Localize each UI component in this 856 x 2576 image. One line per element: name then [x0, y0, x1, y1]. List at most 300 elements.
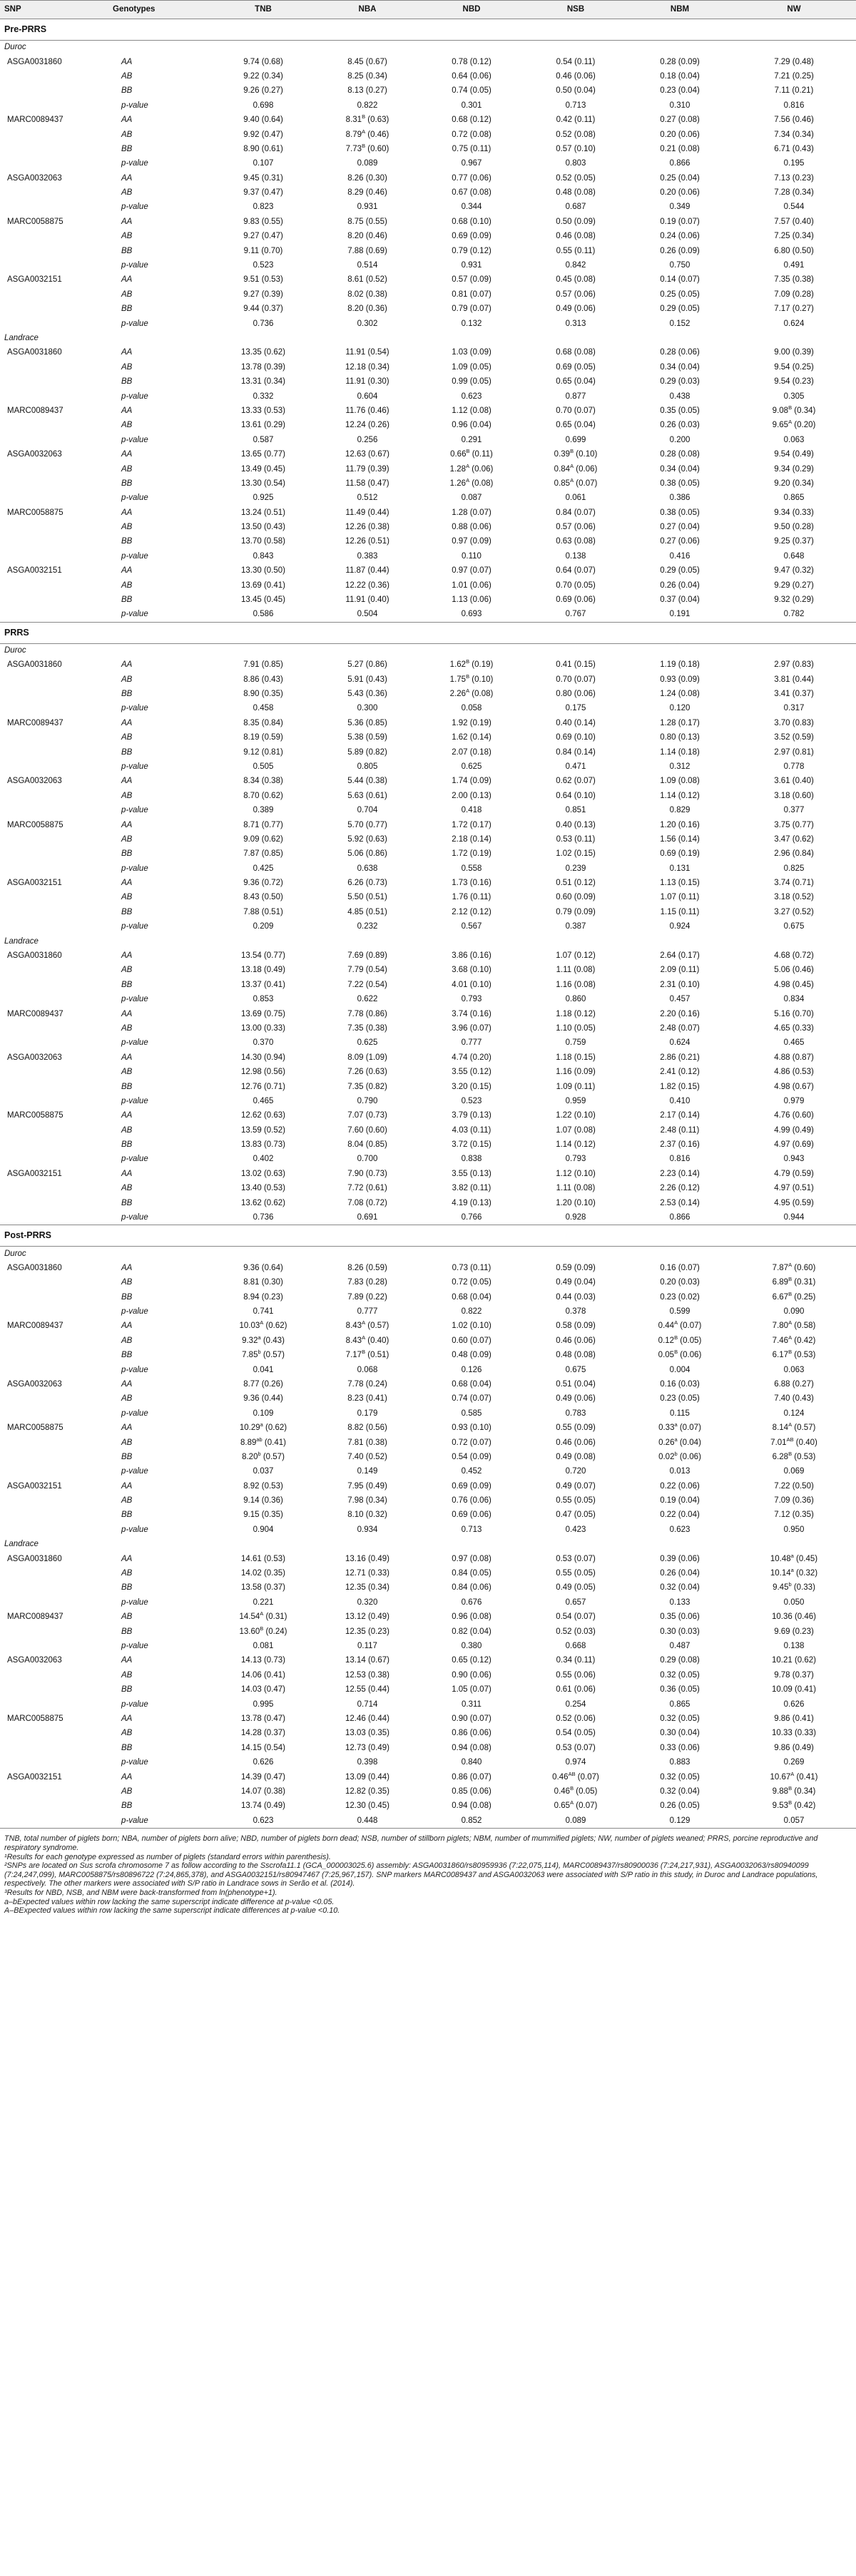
value-cell: 12.35 (0.34)	[345, 1583, 389, 1593]
value-cell: 9.45$^b$ (0.33)	[773, 1581, 815, 1593]
value-cell: 7.40 (0.43)	[774, 1394, 814, 1404]
value-cell: 0.59 (0.09)	[556, 1263, 596, 1272]
value-cell: 0.149	[357, 1467, 378, 1476]
value-cell: 1.28 (0.07)	[452, 508, 491, 517]
value-cell: 0.423	[565, 1525, 586, 1534]
value-cell: 1.16 (0.08)	[556, 980, 596, 989]
value-cell: 2.41 (0.12)	[660, 1068, 700, 1077]
snp-label: ASGA0031860	[7, 57, 62, 66]
value-cell: 0.195	[783, 159, 805, 168]
value-cell: 13.37 (0.41)	[240, 980, 285, 989]
value-cell: 0.425	[253, 864, 274, 873]
snp-label	[0, 1523, 108, 1537]
value-cell: 0.626	[253, 1758, 274, 1767]
value-cell: 0.48 (0.08)	[556, 188, 596, 198]
value-cell: 9.20 (0.34)	[774, 479, 814, 488]
genotype-label: p-value	[121, 1641, 148, 1650]
value-cell: 0.64 (0.07)	[556, 566, 596, 576]
snp-label	[0, 1094, 108, 1108]
value-cell: 0.32 (0.05)	[660, 1714, 700, 1723]
value-cell: 13.35 (0.62)	[240, 348, 285, 357]
genotype-label: BB	[121, 1627, 133, 1636]
genotype-label: AA	[121, 173, 133, 183]
value-cell: 7.21 (0.25)	[774, 71, 814, 81]
snp-label: ASGA0032063	[7, 450, 62, 459]
value-cell: 3.70 (0.83)	[774, 718, 814, 727]
value-cell: 0.626	[783, 1700, 805, 1709]
value-cell: 0.65 (0.12)	[452, 1656, 491, 1665]
snp-label	[0, 1450, 108, 1464]
value-cell: 4.68 (0.72)	[774, 951, 814, 961]
table-row	[0, 1493, 856, 1508]
value-cell: 12.73 (0.49)	[345, 1743, 389, 1752]
value-cell: 8.77 (0.26)	[243, 1379, 283, 1389]
value-cell: 0.53 (0.11)	[556, 834, 596, 844]
value-cell: 0.979	[783, 1096, 805, 1105]
snp-label: ASGA0031860	[7, 1263, 62, 1272]
value-cell: 1.72 (0.17)	[452, 820, 491, 829]
value-cell: 3.55 (0.12)	[452, 1068, 491, 1077]
value-cell: 0.825	[783, 864, 805, 873]
genotype-label: BB	[121, 1351, 133, 1360]
superscript-letter: A	[362, 1319, 366, 1327]
value-cell: 8.34 (0.38)	[243, 777, 283, 786]
snp-label: MARC0058875	[7, 1424, 63, 1433]
table-row	[0, 789, 856, 803]
table-row	[0, 1182, 856, 1196]
table-row	[0, 230, 856, 244]
superscript-letter: B	[362, 1349, 366, 1356]
snp-label	[0, 142, 108, 156]
value-cell: 0.84 (0.05)	[452, 1569, 491, 1578]
snp-label	[0, 905, 108, 919]
value-cell: 0.699	[565, 435, 586, 444]
value-cell: 9.27 (0.47)	[243, 232, 283, 241]
value-cell: 5.91 (0.43)	[347, 675, 387, 684]
value-cell: 0.838	[461, 1155, 482, 1164]
value-cell: 0.782	[783, 610, 805, 619]
breed-row	[0, 331, 856, 345]
value-cell: 0.70 (0.07)	[556, 675, 596, 684]
value-cell: 0.300	[357, 704, 378, 713]
table-row	[0, 128, 856, 142]
value-cell: 0.063	[783, 435, 805, 444]
table-row	[0, 1261, 856, 1275]
table-row	[0, 1625, 856, 1639]
value-cell: 7.09 (0.28)	[774, 290, 814, 299]
value-cell: 0.115	[670, 1409, 690, 1418]
value-cell: 0.853	[253, 995, 274, 1004]
value-cell: 13.62 (0.62)	[240, 1198, 285, 1207]
value-cell: 0.995	[253, 1700, 274, 1709]
superscript-letter: A	[362, 1334, 366, 1341]
value-cell: 0.48 (0.08)	[556, 1351, 596, 1360]
value-cell: 3.47 (0.62)	[774, 834, 814, 844]
value-cell: $10.67^A$ (0.41)	[770, 1770, 818, 1782]
value-cell: 8.04 (0.85)	[347, 1140, 387, 1150]
value-cell: 14.30 (0.94)	[240, 1053, 285, 1062]
value-cell: 0.44 (0.03)	[556, 1292, 596, 1302]
value-cell: 0.416	[669, 551, 691, 561]
superscript-letter: A	[788, 1319, 793, 1327]
snp-label: ASGA0032063	[7, 1379, 62, 1389]
value-cell: 0.378	[565, 1307, 586, 1316]
value-cell: 0.934	[357, 1525, 378, 1534]
snp-label	[0, 317, 108, 331]
value-cell: 0.465	[783, 1038, 805, 1048]
value-cell: 0.26$^a$ (0.04)	[658, 1436, 701, 1447]
snp-label	[0, 1065, 108, 1079]
snp-label	[0, 608, 108, 622]
genotype-label: BB	[121, 1452, 133, 1461]
section-title: Post-PRRS	[0, 1225, 856, 1247]
snp-label	[0, 673, 108, 687]
value-cell: 0.70 (0.07)	[556, 406, 596, 415]
table-row	[0, 730, 856, 745]
value-cell: 0.675	[783, 922, 805, 931]
value-cell: $6.28^B$ (0.53)	[772, 1451, 816, 1461]
value-cell: 0.36 (0.05)	[660, 1685, 700, 1695]
value-cell: 0.57 (0.09)	[452, 275, 491, 285]
snp-label	[0, 1196, 108, 1210]
value-cell: 9.86 (0.41)	[774, 1714, 814, 1723]
table-row	[0, 1007, 856, 1021]
value-cell: 1.09 (0.05)	[452, 362, 491, 372]
genotype-label: p-value	[121, 1307, 148, 1316]
value-cell: 1.10 (0.05)	[556, 1023, 596, 1033]
genotype-label: p-value	[121, 1365, 148, 1374]
value-cell: 8.10 (0.32)	[347, 1511, 387, 1520]
snp-label	[0, 1465, 108, 1479]
value-cell: 8.94 (0.23)	[243, 1292, 283, 1302]
value-cell: 0.700	[357, 1155, 378, 1164]
value-cell: 0.54 (0.09)	[452, 1452, 491, 1461]
genotype-label: AA	[121, 1772, 133, 1782]
value-cell: 0.20 (0.06)	[660, 188, 700, 198]
genotype-label: p-value	[121, 1096, 148, 1105]
value-cell: 0.27 (0.08)	[660, 116, 700, 125]
value-cell: 7.87 (0.85)	[243, 849, 283, 859]
value-cell: 0.311	[462, 1700, 482, 1709]
genotype-label: p-value	[121, 494, 148, 503]
genotype-label: BB	[121, 907, 133, 916]
table-row	[0, 1552, 856, 1566]
value-cell: 0.344	[461, 203, 482, 212]
value-cell: 0.79 (0.12)	[452, 246, 491, 255]
value-cell: 8.89$^{ab}$ (0.41)	[240, 1436, 286, 1447]
superscript-letter: A	[362, 128, 366, 135]
value-cell: $1.28^A$ (0.06)	[449, 462, 494, 474]
snp-label	[0, 847, 108, 862]
value-cell: 0.68 (0.12)	[452, 116, 491, 125]
snp-label	[0, 964, 108, 978]
value-cell: 8.20 (0.36)	[347, 305, 387, 314]
value-cell: 3.72 (0.15)	[452, 1140, 491, 1150]
table-row	[0, 1682, 856, 1697]
superscript-letter: A	[790, 1770, 795, 1777]
snp-label	[0, 374, 108, 389]
value-cell: $9.08^B$ (0.34)	[772, 404, 816, 415]
value-cell: 14.03 (0.47)	[240, 1685, 285, 1695]
genotype-label: p-value	[121, 319, 148, 328]
genotype-label: p-value	[121, 1700, 148, 1709]
value-cell: 0.736	[253, 1212, 274, 1222]
genotype-label: AA	[121, 879, 133, 888]
value-cell: 0.54 (0.05)	[556, 1729, 596, 1738]
value-cell: 0.239	[565, 864, 586, 873]
superscript-letter: a	[674, 1436, 678, 1443]
table-row	[0, 1770, 856, 1784]
value-cell: 8.35 (0.84)	[243, 718, 283, 727]
snp-label: ASGA0031860	[7, 951, 62, 961]
table-row	[0, 389, 856, 404]
value-cell: 0.29 (0.03)	[660, 377, 700, 387]
value-cell: 0.959	[565, 1096, 586, 1105]
table-row	[0, 891, 856, 905]
value-cell: 0.29 (0.08)	[660, 1656, 700, 1665]
value-cell: 7.72 (0.61)	[347, 1184, 387, 1193]
table-row	[0, 157, 856, 171]
value-cell: 0.925	[253, 494, 274, 503]
value-cell: 0.452	[461, 1467, 482, 1476]
value-cell: 8.82 (0.56)	[347, 1424, 387, 1433]
value-cell: 2.64 (0.17)	[660, 951, 700, 961]
value-cell: 9.54 (0.49)	[774, 450, 814, 459]
snp-label: MARC0089437	[7, 406, 63, 415]
table-row	[0, 1094, 856, 1108]
genotype-label: p-value	[121, 261, 148, 270]
value-cell: 10.29$^a$ (0.62)	[239, 1421, 287, 1433]
value-cell: 0.28 (0.09)	[660, 57, 700, 66]
table-row	[0, 1080, 856, 1094]
value-cell: 0.458	[253, 704, 274, 713]
value-cell: 0.312	[669, 762, 691, 771]
value-cell: 0.38 (0.05)	[660, 479, 700, 488]
value-cell: 5.70 (0.77)	[347, 820, 387, 829]
superscript-letter: A	[466, 688, 470, 695]
value-cell: 3.18 (0.60)	[774, 791, 814, 800]
snp-label: ASGA0032151	[7, 879, 62, 888]
table-row	[0, 1639, 856, 1653]
value-cell: 0.069	[783, 1467, 805, 1476]
value-cell: 1.14 (0.12)	[660, 791, 700, 800]
value-cell: 13.31 (0.34)	[240, 377, 285, 387]
value-cell: 0.84 (0.06)	[452, 1583, 491, 1593]
value-cell: 0.50 (0.04)	[556, 86, 596, 96]
superscript-letter: A	[260, 1319, 264, 1327]
superscript-letter: b	[258, 1451, 261, 1458]
value-cell: 8.13 (0.27)	[347, 86, 387, 96]
table-row	[0, 993, 856, 1007]
value-cell: 7.22 (0.50)	[774, 1481, 814, 1491]
value-cell: 5.16 (0.70)	[774, 1009, 814, 1018]
value-cell: 0.805	[357, 762, 378, 771]
value-cell: 0.72 (0.05)	[452, 1278, 491, 1287]
value-cell: 9.74 (0.68)	[243, 57, 283, 66]
value-cell: 3.96 (0.07)	[452, 1023, 491, 1033]
value-cell: 11.76 (0.46)	[345, 406, 389, 415]
value-cell: 0.120	[669, 704, 691, 713]
value-cell: 0.152	[669, 319, 691, 328]
value-cell: 0.037	[253, 1467, 274, 1476]
value-cell: 7.98 (0.34)	[347, 1496, 387, 1506]
value-cell: 9.54 (0.25)	[774, 362, 814, 372]
value-cell: 4.65 (0.33)	[774, 1023, 814, 1033]
genotype-label: BB	[121, 747, 133, 757]
value-cell: 13.09 (0.44)	[345, 1772, 389, 1782]
section-title: PRRS	[0, 622, 856, 643]
table-row	[0, 462, 856, 476]
column-header: NBD	[419, 1, 524, 19]
value-cell: 0.623	[669, 1525, 691, 1534]
value-cell: $0.84^A$ (0.06)	[554, 462, 598, 474]
value-cell: 0.313	[565, 319, 586, 328]
value-cell: 0.254	[565, 1700, 586, 1709]
snp-label	[0, 730, 108, 745]
value-cell: 0.49 (0.04)	[556, 1278, 596, 1287]
genotype-label: BB	[121, 1292, 133, 1302]
snp-label	[0, 1138, 108, 1152]
breed-row	[0, 1247, 856, 1261]
table-row	[0, 1654, 856, 1668]
genotype-label: BB	[121, 1140, 133, 1150]
value-cell: 9.32 (0.29)	[774, 596, 814, 605]
value-cell: 6.80 (0.50)	[774, 246, 814, 255]
table-row	[0, 1508, 856, 1523]
value-cell: 14.06 (0.41)	[240, 1670, 285, 1680]
value-cell: 14.28 (0.37)	[240, 1729, 285, 1738]
value-cell: 0.089	[565, 1816, 586, 1825]
genotype-label: AB	[121, 523, 133, 532]
value-cell: 0.55 (0.11)	[556, 246, 596, 255]
breed-label: Landrace	[4, 334, 39, 342]
value-cell: 8.09 (1.09)	[347, 1053, 387, 1062]
snp-label	[0, 1436, 108, 1450]
value-cell: 0.20 (0.03)	[660, 1278, 700, 1287]
snp-label	[0, 1741, 108, 1755]
snp-label: MARC0089437	[7, 1322, 63, 1331]
table-row	[0, 1421, 856, 1435]
value-cell: 9.45 (0.31)	[243, 173, 283, 183]
value-cell: 12.55 (0.44)	[345, 1685, 389, 1695]
value-cell: 4.97 (0.69)	[774, 1140, 814, 1150]
table-row	[0, 1814, 856, 1828]
snp-label	[0, 128, 108, 142]
genotype-label: p-value	[121, 1758, 148, 1767]
value-cell: 5.06 (0.46)	[774, 966, 814, 975]
value-cell: 8.02 (0.38)	[347, 290, 387, 299]
table-row	[0, 1210, 856, 1225]
value-cell: 0.310	[669, 101, 691, 110]
value-cell: 0.72 (0.08)	[452, 130, 491, 139]
value-cell: 1.01 (0.06)	[452, 581, 491, 590]
value-cell: 7.56 (0.46)	[774, 116, 814, 125]
value-cell: 0.931	[461, 261, 482, 270]
superscript-letter: B	[466, 673, 470, 680]
snp-label	[0, 535, 108, 549]
snp-label: ASGA0032063	[7, 1656, 62, 1665]
value-cell: $7.87^A$ (0.60)	[772, 1262, 816, 1272]
value-cell: 0.79 (0.07)	[452, 305, 491, 314]
value-cell: 0.70 (0.05)	[556, 581, 596, 590]
value-cell: $8.14^A$ (0.57)	[772, 1421, 816, 1433]
superscript-letter: A	[788, 419, 793, 426]
value-cell: 7.85$^b$ (0.57)	[242, 1349, 285, 1360]
snp-label	[0, 993, 108, 1007]
value-cell: 0.27 (0.04)	[660, 523, 700, 532]
breed-label: Duroc	[4, 1249, 26, 1258]
value-cell: 0.586	[253, 610, 274, 619]
snp-label: MARC0089437	[7, 718, 63, 727]
table-row	[0, 1196, 856, 1210]
value-cell: 2.18 (0.14)	[452, 834, 491, 844]
value-cell: 3.81 (0.44)	[774, 675, 814, 684]
value-cell: 0.487	[669, 1641, 691, 1650]
value-cell: 9.11 (0.70)	[243, 246, 283, 255]
value-cell: 13.12 (0.49)	[345, 1612, 389, 1622]
table-row	[0, 1755, 856, 1769]
value-cell: 2.53 (0.14)	[660, 1198, 700, 1207]
value-cell: 0.693	[461, 610, 482, 619]
value-cell: 0.49 (0.05)	[556, 1583, 596, 1593]
value-cell: 1.12 (0.08)	[452, 406, 491, 415]
value-cell: 4.98 (0.67)	[774, 1082, 814, 1091]
value-cell: 13.70 (0.58)	[240, 537, 285, 546]
value-cell: 0.090	[783, 1307, 805, 1316]
value-cell: 0.398	[357, 1758, 378, 1767]
value-cell: 8.20$^b$ (0.57)	[242, 1451, 285, 1461]
value-cell: 0.86 (0.07)	[452, 1772, 491, 1782]
value-cell: 7.89 (0.22)	[347, 1292, 387, 1302]
value-cell: 13.03 (0.35)	[345, 1729, 389, 1738]
superscript-letter: B	[362, 143, 366, 150]
value-cell: 0.80 (0.13)	[660, 733, 700, 742]
value-cell: 12.46 (0.44)	[345, 1714, 389, 1723]
genotype-label: BB	[121, 86, 133, 96]
value-cell: 0.623	[253, 1816, 274, 1825]
value-cell: 0.377	[783, 806, 805, 815]
genotype-label: p-value	[121, 762, 148, 771]
superscript-letter: A	[788, 1262, 793, 1268]
value-cell: 13.78 (0.39)	[240, 362, 285, 372]
snp-label: ASGA0031860	[7, 660, 62, 670]
value-cell: 0.132	[461, 319, 482, 328]
value-cell: 0.79 (0.09)	[556, 907, 596, 916]
genotype-label: BB	[121, 1583, 133, 1593]
snp-label	[0, 1625, 108, 1639]
value-cell: 9.22 (0.34)	[243, 71, 283, 81]
snp-label	[0, 287, 108, 302]
value-cell: 0.852	[461, 1816, 482, 1825]
snp-label	[0, 69, 108, 83]
genotype-label: p-value	[121, 392, 148, 401]
value-cell: 0.68 (0.08)	[556, 348, 596, 357]
value-cell: 0.28 (0.08)	[660, 450, 700, 459]
value-cell: 13.16 (0.49)	[345, 1554, 389, 1563]
value-cell: 7.57 (0.40)	[774, 217, 814, 226]
value-cell: $0.46^B$ (0.05)	[554, 1785, 598, 1796]
value-cell: 0.97 (0.09)	[452, 537, 491, 546]
value-cell: 0.057	[783, 1816, 805, 1825]
value-cell: 0.73 (0.11)	[452, 1263, 491, 1272]
genotype-label: AB	[121, 1068, 133, 1077]
value-cell: 0.107	[253, 159, 274, 168]
value-cell: 0.713	[565, 101, 586, 110]
value-cell: 1.18 (0.12)	[556, 1009, 596, 1018]
value-cell: 1.24 (0.08)	[660, 689, 700, 698]
breed-row	[0, 1538, 856, 1552]
value-cell: 9.54 (0.23)	[774, 377, 814, 387]
